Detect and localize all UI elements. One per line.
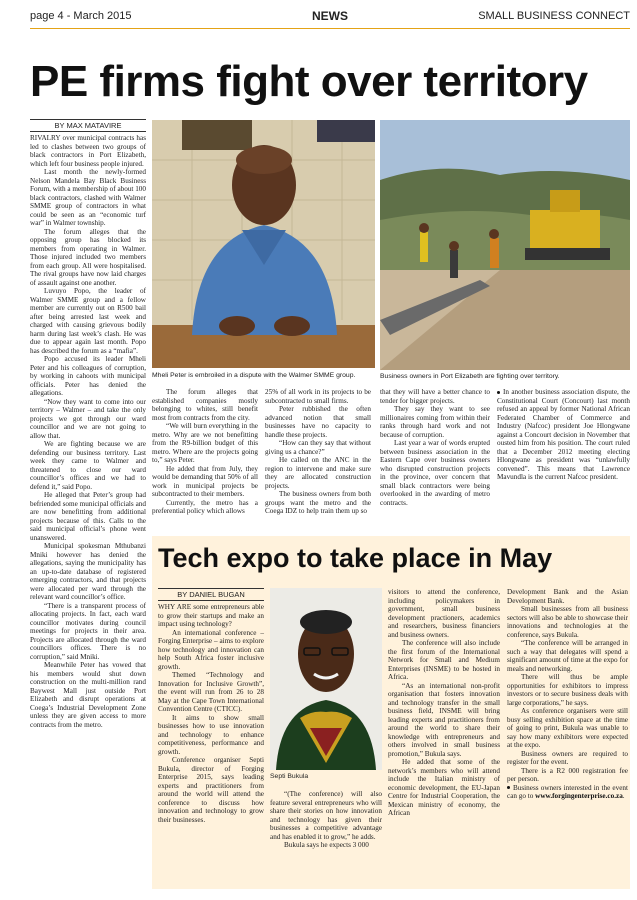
- paragraph: visitors to attend the conference, including policymakers in government, small business development practioners, academics and researchers, business financiers and business owners.: [388, 588, 500, 639]
- paragraph: Peter rubbished the often advanced notion that small businesses have no capacity to handle these projects.: [265, 405, 371, 439]
- paragraph: There will thus be ample opportunities for exhibitors to impress investors or to secure business deals with large corporations,” he says.: [507, 673, 628, 707]
- mheli-peter-caption: Mheli Peter is embroiled in a dispute with the Walmer SMME group.: [152, 372, 356, 379]
- paragraph: Luvuyo Popo, the leader of Walmer SMME group and a fellow member are currently out on R500 bail after being arrested last week and charged with causing grievous bodily harm during last week’s clash. He was due to appear again last month. Popo has described the forum as a “mafia”.: [30, 287, 146, 355]
- paragraph: “The conference will be arranged in such a way that delegates will spend a significant amount of time at the expo for meals and networking.: [507, 639, 628, 673]
- article2-column-3: [388, 588, 500, 818]
- article2-headline: Tech expo to take place in May: [158, 543, 553, 573]
- page-number: page 4 - March 2015: [30, 10, 132, 22]
- paragraph: The business owners from both groups want the metro and the Coega IDZ to help train them up so: [265, 490, 371, 515]
- paragraph: He added that from July, they would be demanding that 50% of all work in municipal projects be subcontracted to their members.: [152, 464, 258, 498]
- paragraph: Small businesses from all business sectors will also be able to showcase their innovations and technologies at the conference, says Bukula.: [507, 605, 628, 639]
- paragraph: He added that some of the network’s members who will attend include the Italian ministry of economic development, the EU-Japan Centre for Industrial Cooperation, the Mexican ministry of economy, the African: [388, 758, 500, 817]
- article2-column-4: [507, 588, 628, 801]
- article1-column-5: [497, 388, 630, 482]
- paragraph: Last month the newly-formed Nelson Mandela Bay Black Business Forum, with a membership of about 100 black contractors, clashed with Walmer SMME group of contractors in what could be seen as an “economic turf war” in Walmer township.: [30, 168, 146, 227]
- paragraph: He alleged that Peter’s group had befriended some municipal officials and are now benefitting from additional projects because of this. Calls to the said municipal official’s phone went unanswered.: [30, 491, 146, 542]
- paragraph: “Now they want to come into our territory – Walmer – and take the only projects we got through our ward councillor and we are not going to allow that.: [30, 397, 146, 440]
- paragraph: The forum alleges that the opposing group has blocked its members from operating in Walmer. Those injured included two members from each group. All were hospitalised. The rival groups have now laid charges of assault against one another.: [30, 227, 146, 287]
- paragraph: Meanwhile Peter has vowed that his members would shut down construction on the multi-million rand Baywest Mall just outside Port Elizabeth and disrupt operations at Coega’s Industrial Development Zone unless they are given access to more contracts from the metro.: [30, 661, 146, 729]
- article2-column-2: [270, 790, 382, 850]
- page-header: [30, 8, 630, 24]
- paragraph: We are fighting because we are defending our business territory. Last week they came to Walmer and threatened to close our ward councillor’s offices and we had to defend it,” said Popo.: [30, 440, 146, 491]
- septi-bukula-photo: [270, 588, 382, 770]
- paragraph: They say they want to see millionaires coming from within their ranks through hard work and not because of corruption.: [380, 405, 490, 439]
- paragraph: It aims to show small businesses how to use innovation and technology to enhance competitiveness, performance and growth.: [158, 713, 264, 756]
- paragraph: Bukula says he expects 3 000: [284, 841, 369, 849]
- paragraph: There is a R2 000 registration fee per person.: [507, 766, 628, 783]
- paragraph: RIVALRY over municipal contracts has led to clashes between two groups of black contractors in Port Elizabeth, which left four business people injured.: [30, 134, 146, 168]
- paragraph: In another business association dispute, the Constitutional Court (Concourt) last month refused an appeal by former National African Federated Chamber of Commerce and Industry (Nafcoc) president Joe Hlongwane against a Concourt decision in November that ousted him from his position. The court ruled that a December 2012 meeting electing Hlongwane as president was “unlawfully convened”. This means that Lawrence Mavundla is the current Nafcoc president.: [497, 388, 630, 481]
- paragraph: “As an international non-profit organisation that fosters innovation and technology transfer in the small business field, INSME will bring leading experts and practitioners from around the world to share their knowledge with entrepreneurs and others involved in small business promotion,” Bukula says.: [388, 681, 500, 758]
- construction-site-photo: [380, 120, 630, 370]
- paragraph: that they will have a better chance to tender for bigger projects.: [380, 388, 490, 405]
- paragraph: The conference will also include the first forum of the International Network for Small and Medium Enterprises (INSME) to be hosted in Africa.: [388, 639, 500, 681]
- paragraph: 25% of all work in its projects to be subcontracted to small firms.: [265, 388, 371, 405]
- section-label: NEWS: [312, 9, 348, 23]
- paragraph: An international conference – Forging Enterprise – aims to explore how technology and innovation can help South Africa foster inclusive growth.: [158, 628, 264, 671]
- construction-caption: Business owners in Port Elizabeth are fighting over territory.: [380, 373, 560, 380]
- bullet-end: .: [622, 792, 625, 800]
- construction-site-illustration: [380, 120, 630, 370]
- paragraph: WHY ARE some entrepreneurs able to grow their startups and make an impact using technology?: [158, 603, 264, 628]
- paragraph: Themed “Technology and Innovation for Inclusive Growth”, the event will run from 26 to 28 May at the Cape Town International Convention Centre (CTICC).: [158, 671, 264, 713]
- septi-bukula-illustration: [270, 588, 382, 770]
- paragraph: He called on the ANC in the region to intervene and make sure they are allocated construction projects.: [265, 456, 371, 490]
- article1-column-1: [30, 134, 146, 729]
- septi-bukula-caption: Septi Bukula: [270, 773, 309, 780]
- paragraph: Development Bank and the Asian Development Bank.: [507, 588, 628, 605]
- mheli-peter-photo: [152, 120, 375, 368]
- mheli-peter-illustration: [152, 120, 375, 368]
- paragraph: As conference organisers were still busy selling exhibition space at the time of going to print, Bukula was unable to say how many exhibitors were expected at the expo.: [507, 707, 628, 749]
- paragraph: Popo accused its leader Mheli Peter and his colleagues of corruption, by working in cahoots with municipal officials. Peter has denied the allegations.: [30, 355, 146, 397]
- paragraph: Municipal spokesman Mthubanzi Mniki however has denied the allegations, saying the municipality has an up-to-date database of registered emerging contractors, and that projects were allocated per ward through the relevant ward councillor’s office.: [30, 542, 146, 601]
- publication-name: SMALL BUSINESS CONNECT: [478, 10, 630, 22]
- paragraph: Business owners are required to register for the event.: [507, 749, 628, 766]
- bullet-icon: [497, 391, 500, 394]
- paragraph: Conference organiser Septi Bukula, director of Forging Enterprise 2015, says leading experts and practitioners from around the world will attend the conference to discuss how innovation and technology to grow their businesses.: [158, 756, 264, 824]
- paragraph: “(The conference) will also feature several entrepreneurs who will share their stories on how innovation and technology has given their businesses a competitive advantage and has enabled it to grow,” he adds.: [270, 790, 382, 841]
- header-rule: [30, 28, 630, 29]
- article2-column-1: [158, 603, 264, 824]
- paragraph: The forum alleges that established companies mostly belonging to whites, still benefit most from contracts from the city.: [152, 388, 258, 422]
- article1-column-4: [380, 388, 490, 507]
- paragraph: Last year a war of words erupted between business association in the Eastern Cape over business owners who disrupted construction projects in the province, over concern that small black contractors were being overlooked in the awarding of metro contracts.: [380, 439, 490, 507]
- registration-bullet: [507, 784, 628, 801]
- bullet-text: Business owners interested in the event can go to: [507, 783, 628, 800]
- article1-column-3: [265, 388, 371, 516]
- article1-column-2: [152, 388, 258, 516]
- article1-byline: BY MAX MATAVIRE: [30, 119, 146, 132]
- bullet-icon: [507, 786, 510, 789]
- paragraph: “There is a transparent process of allocating projects. In fact, each ward councillor motivates during council meetings for projects in their area. Projects are allocated through the ward councillors offices. There is no corruption,” said Mniki.: [30, 601, 146, 661]
- paragraph: “We will burn everything in the metro. Why are we not benefitting from the R9-billion budget of this metro. Where are the projects going to,” says Peter.: [152, 422, 258, 464]
- paragraph: “How can they say that without giving us a chance?”: [265, 439, 371, 456]
- article1-headline: PE firms fight over territory: [30, 57, 588, 106]
- paragraph: Currently, the metro has a preferential policy which allows: [152, 498, 258, 515]
- forging-enterprise-link[interactable]: www.forgingenterprise.co.za: [535, 792, 623, 800]
- article2-byline: BY DANIEL BUGAN: [158, 588, 264, 601]
